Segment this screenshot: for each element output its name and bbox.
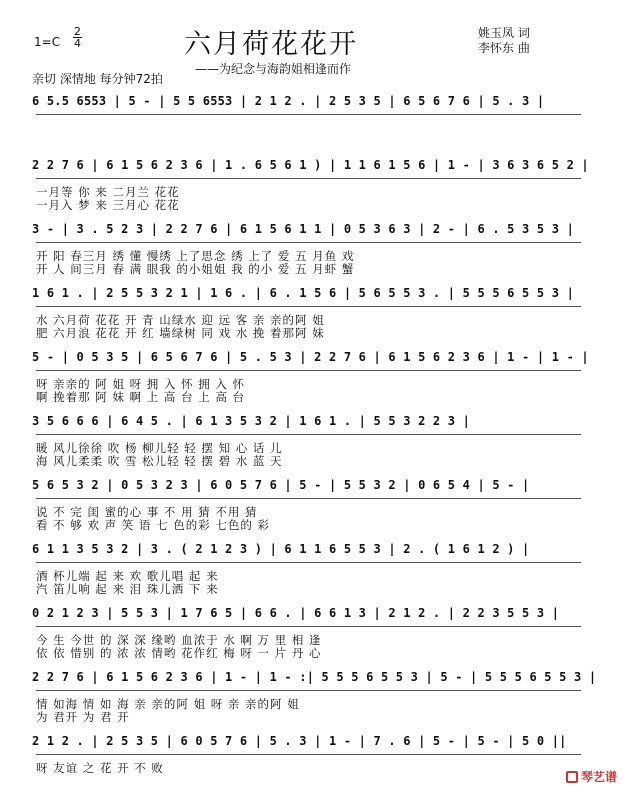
lyrics-verse-2: 开 人 间三月 春 满 眼我 的小姐姐 我 的小 爱 五 月虾 蟹	[36, 262, 355, 276]
beam-line	[36, 626, 581, 627]
time-bottom: 4	[74, 37, 81, 50]
logo-icon	[566, 771, 578, 783]
notation-line: 3 5 6 6 6 | 6 4 5 . | 6 1 3 5 3 2 | 1 6 1 . | 5 5 3 2 2 3 |	[32, 414, 471, 428]
notation-line: 2 1 2 . | 2 5 3 5 | 6 0 5 7 6 | 5 . 3 | 1 - | 7 . 6 | 5 - | 5 - | 5 0 ||	[32, 734, 567, 748]
lyrics-verse-2: 看 不 够 欢 声 笑 语 七 色的彩 七色的 彩	[36, 518, 271, 532]
beam-line	[36, 690, 581, 691]
lyrics-verse-2: 汽 笛儿响 起 来 泪 珠儿洒 下 来	[36, 582, 219, 596]
beam-line	[36, 562, 581, 563]
lyrics-verse-1: 一月等 你 来 二月兰 花花	[36, 185, 180, 199]
time-top: 2	[74, 25, 81, 38]
lyrics-verse-1: 酒 杯儿端 起 来 欢 歌儿唱 起 来	[36, 569, 219, 583]
lyrics-verse-1: 说 不 完 闺 蜜的心 事 不 用 猜 不用 猜	[36, 505, 258, 519]
song-subtitle: ——为纪念与海韵姐相逢而作	[195, 62, 352, 76]
lyrics-verse-2: 一月入 梦 来 三月心 花花	[36, 198, 180, 212]
notation-line: 1 6 1 . | 2 5 5 3 2 1 | 1 6 . | 6 . 1 5 6 | 5 6 5 5 3 . | 5 5 5 6 5 5 3 |	[32, 286, 574, 300]
lyrics-verse-1: 呀 友谊 之 花 开 不 败	[36, 761, 164, 775]
lyrics-verse-2: 依 依 惜别 的 浓 浓 情哟 花作红 梅 呀 一 片 丹 心	[36, 646, 322, 660]
beam-line	[36, 498, 581, 499]
credits	[478, 26, 530, 56]
time-signature	[73, 26, 82, 49]
notation-line: 5 - | 0 5 3 5 | 6 5 6 7 6 | 5 . 5 3 | 2 2 7 6 | 6 1 5 6 2 3 6 | 1 - | 1 - |	[32, 350, 589, 364]
notation-line: 6 5.5 6553 | 5 - | 5 5 6553 | 2 1 2 . | 2 5 3 5 | 6 5 6 7 6 | 5 . 3 |	[32, 94, 545, 108]
beam-line	[36, 178, 581, 179]
lyrics-verse-1: 呀 亲亲的 阿 姐 呀 拥 入 怀 拥 入 怀	[36, 377, 246, 391]
watermark	[566, 768, 617, 785]
notation-line: 3 - | 3 . 5 2 3 | 2 2 7 6 | 6 1 5 6 1 1 | 0 5 3 6 3 | 2 - | 6 . 5 3 5 3 |	[32, 222, 574, 236]
beam-line	[36, 306, 581, 307]
beam-line	[36, 114, 581, 115]
lyrics-verse-2: 啊 挽着那 阿 妹 啊 上 高 台 上 高 台	[36, 390, 246, 404]
key-signature: 1=C	[34, 35, 61, 49]
notation-line: 2 2 7 6 | 6 1 5 6 2 3 6 | 1 - | 1 - :| 5 5 5 6 5 5 3 | 5 - | 5 5 5 6 5 5 3 |	[32, 670, 597, 684]
beam-line	[36, 242, 581, 243]
notation-line: 5 6 5 3 2 | 0 5 3 2 3 | 6 0 5 7 6 | 5 - | 5 5 3 2 | 0 6 5 4 | 5 - |	[32, 478, 530, 492]
beam-line	[36, 370, 581, 371]
lyrics-verse-1: 情 如海 情 如 海 亲 亲的阿 姐 呀 亲 亲的阿 姐	[36, 697, 300, 711]
watermark-text: 琴艺谱	[580, 770, 617, 784]
lyricist: 姚玉凤 词	[478, 26, 530, 40]
lyrics-verse-2: 海 风儿柔柔 吹 雪 松儿轻 轻 摆 碧 水 蓝 天	[36, 454, 283, 468]
composer: 李怀东 曲	[478, 41, 530, 55]
lyrics-verse-1: 暖 风儿徐徐 吹 杨 柳儿轻 轻 摆 知 心 话 儿	[36, 441, 283, 455]
beam-line	[36, 754, 581, 755]
notation-line: 0 2 1 2 3 | 5 5 3 | 1 7 6 5 | 6 6 . | 6 6 1 3 | 2 1 2 . | 2 2 3 5 5 3 |	[32, 606, 560, 620]
lyrics-verse-2: 肥 六月浪 花花 开 红 墙绿树 同 戏 水 挽 着那阿 妹	[36, 326, 325, 340]
lyrics-verse-1: 水 六月荷 花花 开 青 山绿水 迎 远 客 亲 亲的阿 姐	[36, 313, 325, 327]
tempo-marking: 亲切 深情地 每分钟72拍	[32, 72, 163, 86]
song-title: 六月荷花花开	[184, 29, 358, 60]
notation-line: 6 1 1 3 5 3 2 | 3 . ( 2 1 2 3 ) | 6 1 1 6 5 5 3 | 2 . ( 1 6 1 2 ) |	[32, 542, 530, 556]
notation-line: 2 2 7 6 | 6 1 5 6 2 3 6 | 1 . 6 5 6 1 ) | 1 1 6 1 5 6 | 1 - | 3 6 3 6 5 2 |	[32, 158, 589, 172]
beam-line	[36, 434, 581, 435]
lyrics-verse-1: 开 阳 春三月 绣 懂 慢绣 上了思念 绣 上了 爱 五 月鱼 戏	[36, 249, 355, 263]
lyrics-verse-2: 为 君开 为 君 开	[36, 710, 130, 724]
lyrics-verse-1: 今 生 今世 的 深 深 缘哟 血浓于 水 啊 万 里 相 逢	[36, 633, 322, 647]
